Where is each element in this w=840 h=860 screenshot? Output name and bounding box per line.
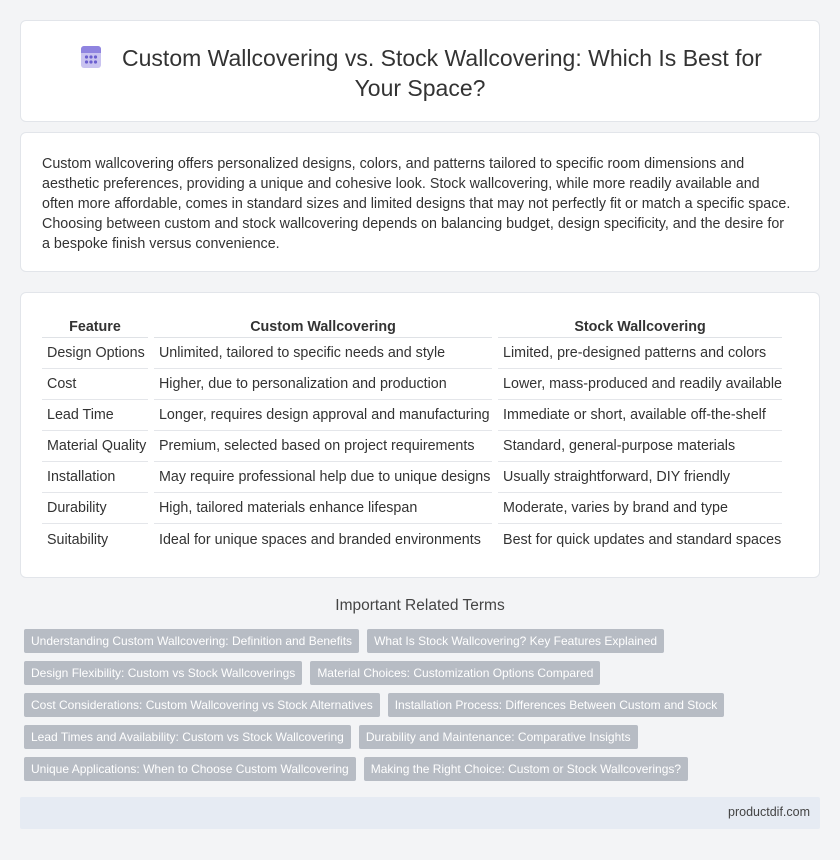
stock-cell: Usually straightforward, DIY friendly xyxy=(498,462,782,493)
intro-card xyxy=(20,132,820,272)
intro-paragraph: Custom wallcovering offers personalized designs, colors, and patterns tailored to specific room dimensions and aesthetic preferences, providing a unique and cohesive look. Stock wallcovering, while more readily available and often more affordable, comes in standard sizes and limited designs that may not perfectly fit or match a specific space. Choosing between custom and stock wallcovering depends on balancing budget, design specificity, and the desire for a bespoke finish versus convenience. xyxy=(42,156,791,252)
feature-cell: Lead Time xyxy=(42,400,148,431)
table-row xyxy=(42,493,782,524)
title-wrap xyxy=(21,43,819,103)
stock-cell: Lower, mass-produced and readily available xyxy=(498,369,782,400)
custom-cell: Premium, selected based on project requirements xyxy=(154,431,492,462)
table-row xyxy=(42,462,782,493)
custom-cell: Unlimited, tailored to specific needs and style xyxy=(154,338,492,369)
related-term-link[interactable]: Understanding Custom Wallcovering: Definition and Benefits xyxy=(24,629,359,653)
table-row xyxy=(42,524,782,555)
custom-cell: Ideal for unique spaces and branded environments xyxy=(158,531,481,548)
related-term-link[interactable]: Durability and Maintenance: Comparative Insights xyxy=(359,725,638,749)
stock-cell: Limited, pre-designed patterns and colors xyxy=(498,338,782,369)
related-term-link[interactable]: Cost Considerations: Custom Wallcovering vs Stock Alternatives xyxy=(24,693,380,717)
stock-cell: Standard, general-purpose materials xyxy=(498,431,782,462)
feature-cell: Durability xyxy=(42,493,148,524)
footer-site[interactable]: productdif.com xyxy=(728,805,810,819)
stock-cell: Moderate, varies by brand and type xyxy=(498,493,782,524)
header-feature: Feature xyxy=(42,314,148,338)
table-row xyxy=(42,369,782,400)
custom-cell: High, tailored materials enhance lifespan xyxy=(154,493,492,524)
comparison-card xyxy=(20,292,820,578)
related-terms-heading: Important Related Terms xyxy=(335,597,505,614)
custom-cell: Longer, requires design approval and manufacturing xyxy=(154,400,492,431)
header-stock: Stock Wallcovering xyxy=(498,314,782,338)
related-term-link[interactable]: What Is Stock Wallcovering? Key Features Explained xyxy=(367,629,664,653)
related-term-link[interactable]: Installation Process: Differences Between Custom and Stock xyxy=(388,693,725,717)
table-row xyxy=(42,431,782,462)
related-term-link[interactable]: Unique Applications: When to Choose Custom Wallcovering xyxy=(24,757,356,781)
comparison-table xyxy=(36,314,788,555)
feature-cell: Material Quality xyxy=(42,431,148,462)
table-row xyxy=(42,338,782,369)
custom-cell: May require professional help due to unique designs xyxy=(154,462,492,493)
stock-cell: Immediate or short, available off-the-shelf xyxy=(498,400,782,431)
page-title: Custom Wallcovering vs. Stock Wallcovering: Which Is Best for Your Space? xyxy=(122,45,762,101)
feature-cell: Cost xyxy=(42,369,148,400)
footer xyxy=(20,797,820,829)
table-header-row xyxy=(42,314,782,338)
custom-cell: Higher, due to personalization and production xyxy=(154,369,492,400)
related-term-link[interactable]: Design Flexibility: Custom vs Stock Wallcoverings xyxy=(24,661,302,685)
header-custom: Custom Wallcovering xyxy=(154,314,492,338)
related-term-link[interactable]: Making the Right Choice: Custom or Stock Wallcoverings? xyxy=(364,757,688,781)
related-term-link[interactable]: Material Choices: Customization Options Compared xyxy=(310,661,600,685)
feature-cell: Suitability xyxy=(47,531,109,548)
feature-cell: Installation xyxy=(42,462,148,493)
related-terms-list xyxy=(24,629,814,781)
title-card xyxy=(20,20,820,122)
stock-cell: Best for quick updates and standard spaces xyxy=(503,531,782,548)
table-row xyxy=(42,400,782,431)
related-term-link[interactable]: Lead Times and Availability: Custom vs Stock Wallcovering xyxy=(24,725,351,749)
feature-cell: Design Options xyxy=(42,338,148,369)
calculator-icon xyxy=(78,44,104,70)
